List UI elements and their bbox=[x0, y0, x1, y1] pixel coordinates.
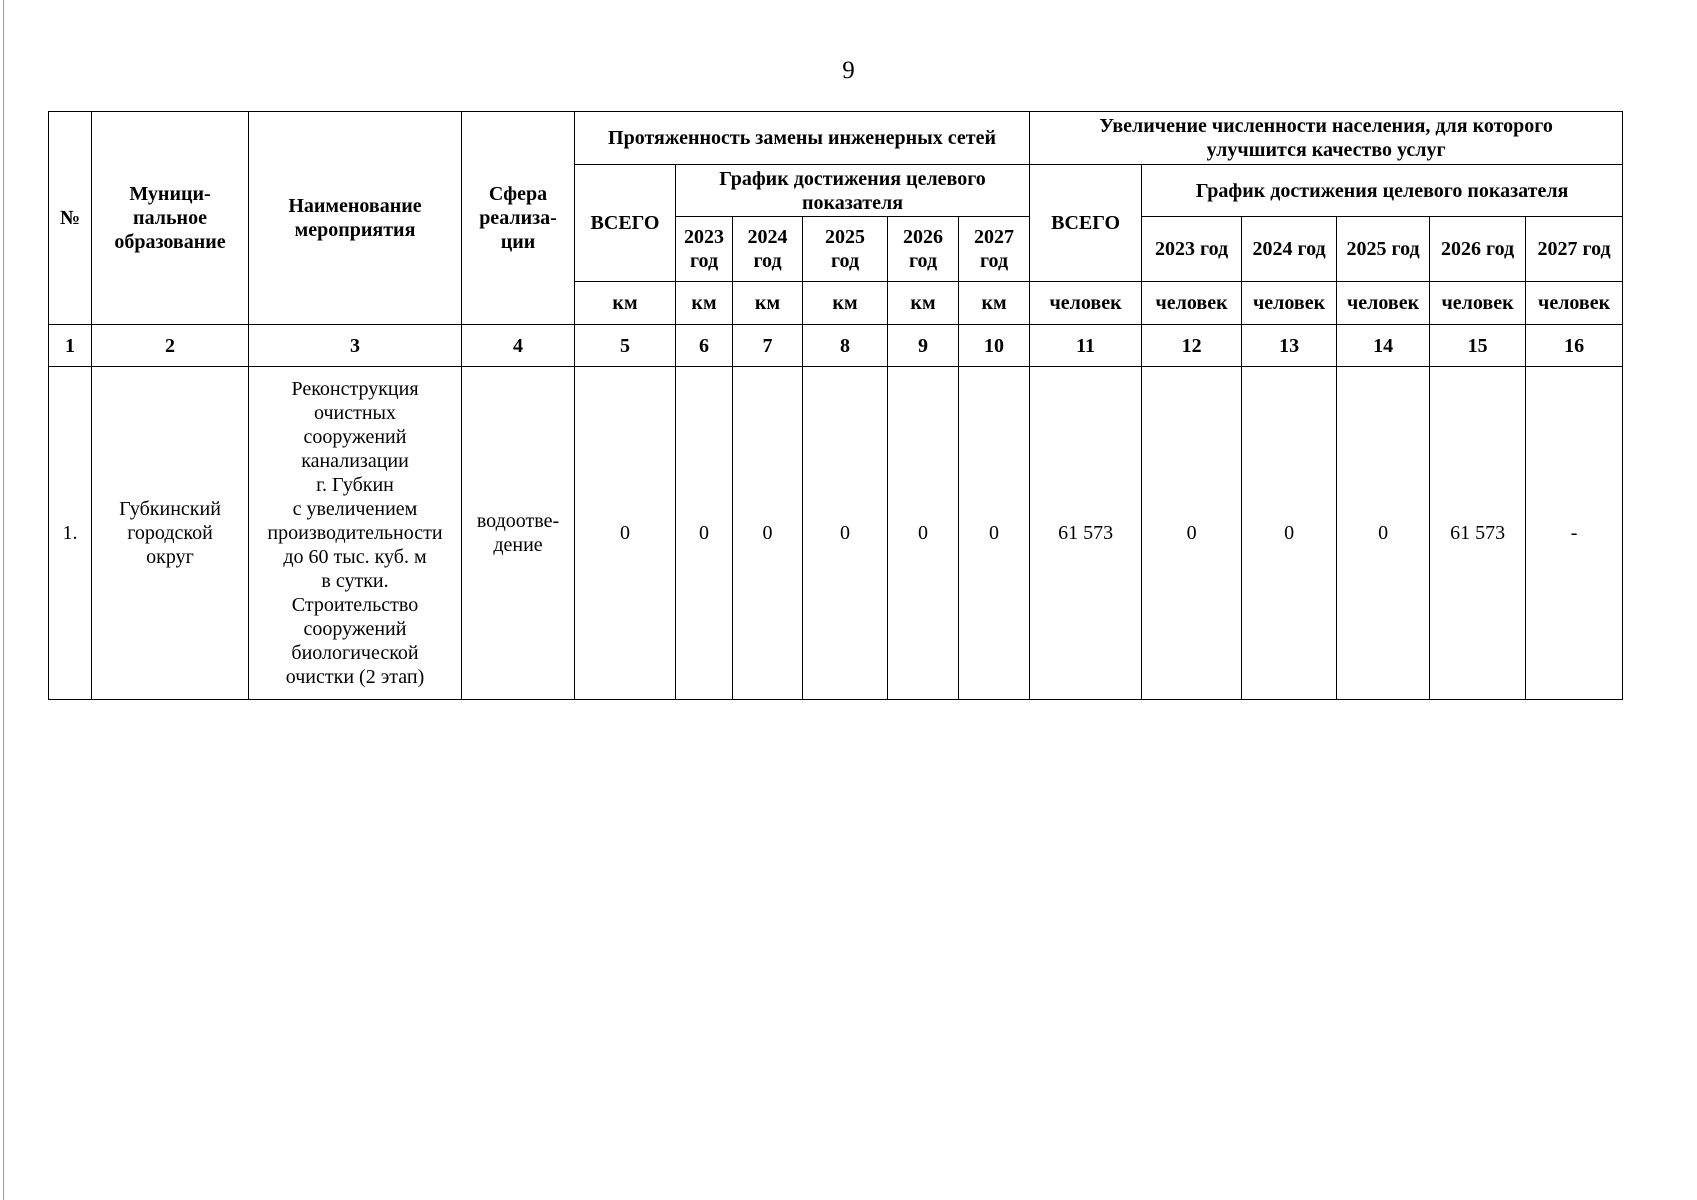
row-people-2023: 0 bbox=[1142, 367, 1242, 700]
header-group-population: Увеличение численности населения, для которого улучшится качество услуг bbox=[1030, 112, 1623, 165]
column-number: 13 bbox=[1242, 325, 1337, 367]
unit-km: км bbox=[733, 282, 803, 325]
header-people-year-2023: 2023 год bbox=[1142, 217, 1242, 282]
header-sphere: Сфера реализа- ции bbox=[462, 112, 575, 325]
row-km-2024: 0 bbox=[733, 367, 803, 700]
unit-people: человек bbox=[1337, 282, 1430, 325]
unit-people: человек bbox=[1526, 282, 1623, 325]
header-group-network-length: Протяженность замены инженерных сетей bbox=[575, 112, 1030, 165]
targets-table bbox=[48, 111, 1623, 700]
row-km-2026: 0 bbox=[888, 367, 959, 700]
header-km-total: ВСЕГО bbox=[575, 165, 676, 282]
column-number: 3 bbox=[249, 325, 462, 367]
header-people-year-2026: 2026 год bbox=[1430, 217, 1526, 282]
header-num: № bbox=[49, 112, 92, 325]
row-people-2027: - bbox=[1526, 367, 1623, 700]
column-number: 1 bbox=[49, 325, 92, 367]
column-number: 4 bbox=[462, 325, 575, 367]
column-number: 16 bbox=[1526, 325, 1623, 367]
column-number: 6 bbox=[676, 325, 733, 367]
row-people-2025: 0 bbox=[1337, 367, 1430, 700]
row-sphere: водоотве- дение bbox=[462, 367, 575, 700]
page-edge-line bbox=[3, 0, 4, 1200]
column-number: 7 bbox=[733, 325, 803, 367]
unit-km: км bbox=[959, 282, 1030, 325]
row-people-2024: 0 bbox=[1242, 367, 1337, 700]
row-people-total: 61 573 bbox=[1030, 367, 1142, 700]
header-municipality: Муници- пальное образование bbox=[92, 112, 249, 325]
header-event-name: Наименование мероприятия bbox=[249, 112, 462, 325]
header-people-year-2024: 2024 год bbox=[1242, 217, 1337, 282]
header-people-year-2027: 2027 год bbox=[1526, 217, 1623, 282]
row-km-2023: 0 bbox=[676, 367, 733, 700]
row-people-2026: 61 573 bbox=[1430, 367, 1526, 700]
row-event-name: Реконструкция очистных сооружений канализации г. Губкин с увеличением производительности до 60 тыс. куб. м в сутки. Строительство сооружений биологической очистки (2 этап) bbox=[249, 367, 462, 700]
column-number: 2 bbox=[92, 325, 249, 367]
header-km-year-2026: 2026 год bbox=[888, 217, 959, 282]
column-number: 15 bbox=[1430, 325, 1526, 367]
row-municipality: Губкинский городской округ bbox=[92, 367, 249, 700]
unit-km: км bbox=[676, 282, 733, 325]
row-km-2027: 0 bbox=[959, 367, 1030, 700]
header-km-year-2023: 2023 год bbox=[676, 217, 733, 282]
row-num: 1. bbox=[49, 367, 92, 700]
page-number: 9 bbox=[842, 57, 855, 84]
column-number: 9 bbox=[888, 325, 959, 367]
unit-km: км bbox=[803, 282, 888, 325]
header-people-total: ВСЕГО bbox=[1030, 165, 1142, 282]
column-number: 12 bbox=[1142, 325, 1242, 367]
row-km-2025: 0 bbox=[803, 367, 888, 700]
column-number: 5 bbox=[575, 325, 676, 367]
header-people-year-2025: 2025 год bbox=[1337, 217, 1430, 282]
header-row-1 bbox=[49, 112, 1623, 165]
column-number: 10 bbox=[959, 325, 1030, 367]
unit-people: человек bbox=[1030, 282, 1142, 325]
header-km-schedule: График достижения целевого показателя bbox=[676, 165, 1030, 217]
row-km-total: 0 bbox=[575, 367, 676, 700]
column-number: 14 bbox=[1337, 325, 1430, 367]
unit-people: человек bbox=[1142, 282, 1242, 325]
unit-km: км bbox=[575, 282, 676, 325]
header-km-year-2025: 2025 год bbox=[803, 217, 888, 282]
unit-people: человек bbox=[1242, 282, 1337, 325]
header-km-year-2027: 2027 год bbox=[959, 217, 1030, 282]
header-km-year-2024: 2024 год bbox=[733, 217, 803, 282]
table-row bbox=[49, 367, 1623, 700]
column-numbers-row bbox=[49, 325, 1623, 367]
column-number: 11 bbox=[1030, 325, 1142, 367]
unit-km: км bbox=[888, 282, 959, 325]
column-number: 8 bbox=[803, 325, 888, 367]
unit-people: человек bbox=[1430, 282, 1526, 325]
header-people-schedule: График достижения целевого показателя bbox=[1142, 165, 1623, 217]
